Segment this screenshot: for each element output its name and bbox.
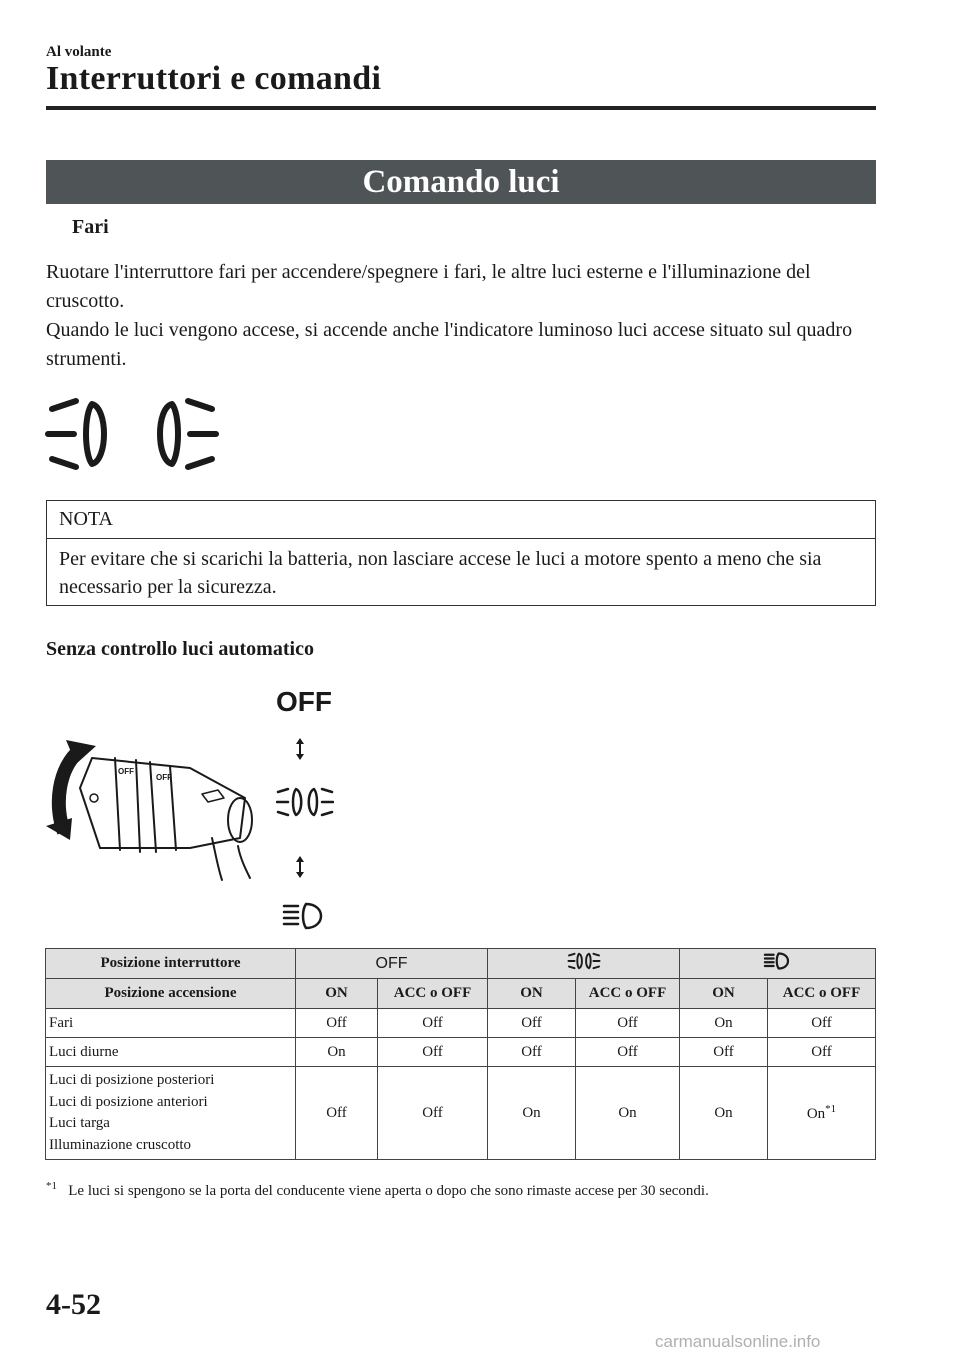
paragraph-1: Ruotare l'interruttore fari per accendere/spegnere i fari, le altre luci esterne e l'illuminazione del cruscotto. <box>46 261 811 312</box>
table-header-ignition: Posizione accensione <box>46 979 296 1009</box>
note-title: NOTA <box>59 508 113 530</box>
footnote <box>46 1180 876 1200</box>
table-cell: Off <box>768 1009 876 1038</box>
table-row-label: Fari <box>46 1009 296 1038</box>
table-cell: On <box>296 1038 378 1067</box>
table-cell: Off <box>378 1009 488 1038</box>
table-cell: On <box>488 1067 576 1160</box>
table-row <box>46 1009 876 1038</box>
subtitle-no-auto-lights: Senza controllo luci automatico <box>46 638 314 660</box>
table-cell: ACC o OFF <box>576 979 680 1009</box>
table-cell: Off <box>576 1038 680 1067</box>
table-cell: Off <box>296 1067 378 1160</box>
footnote-text: Le luci si spengono se la porta del conducente viene aperta o dopo che sono rimaste accese per 30 secondi. <box>68 1183 709 1199</box>
table-cell: ON <box>488 979 576 1009</box>
table-header-parking <box>488 949 680 979</box>
table-cell: Off <box>296 1009 378 1038</box>
footnote-ref: *1 <box>825 1103 837 1115</box>
row-label-line: Luci targa <box>49 1115 110 1131</box>
table-cell: Off <box>768 1038 876 1067</box>
table-cell: On <box>680 1067 768 1160</box>
table-header-headlights <box>680 949 876 979</box>
page-number: 4-52 <box>46 1288 101 1321</box>
table-row-label <box>46 1067 296 1160</box>
light-positions-table <box>45 948 876 1160</box>
lights-lever-diagram <box>40 728 270 888</box>
cell-value: On <box>806 1106 826 1122</box>
table-cell: Off <box>680 1038 768 1067</box>
note-header <box>47 501 875 539</box>
off-position-label: OFF <box>276 686 332 717</box>
table-row <box>46 1038 876 1067</box>
footnote-mark: *1 <box>46 1180 57 1192</box>
table-cell: ON <box>296 979 378 1009</box>
lever-off-label-1: OFF <box>118 767 134 776</box>
table-row <box>46 949 876 979</box>
table-cell: ACC o OFF <box>378 979 488 1009</box>
row-label-line: Luci di posizione posteriori <box>49 1072 215 1088</box>
section-banner: Comando luci <box>46 160 876 204</box>
table-cell: ON <box>680 979 768 1009</box>
table-cell: Off <box>488 1038 576 1067</box>
row-label-line: Illuminazione cruscotto <box>49 1136 192 1153</box>
row-label-line: Luci di posizione anteriori <box>49 1093 208 1110</box>
headlight-indicator-icon <box>44 394 220 474</box>
table-row <box>46 979 876 1009</box>
table-cell: On <box>576 1067 680 1160</box>
note-box <box>46 500 876 606</box>
section-title: Al volante <box>46 44 112 60</box>
table-row <box>46 1067 876 1160</box>
table-cell: Off <box>378 1038 488 1067</box>
table-header-off: OFF <box>296 949 488 979</box>
table-header-switch-position: Posizione interruttore <box>46 949 296 979</box>
lever-off-label-2: OFF <box>156 773 172 782</box>
parking-lights-icon <box>276 784 334 820</box>
table-cell: Off <box>378 1067 488 1160</box>
table-row-label: Luci diurne <box>46 1038 296 1067</box>
table-cell: Off <box>576 1009 680 1038</box>
double-arrow-icon <box>290 738 310 760</box>
double-arrow-icon <box>290 856 310 878</box>
table-cell: Off <box>488 1009 576 1038</box>
table-cell: ACC o OFF <box>768 979 876 1009</box>
table-cell <box>768 1067 876 1160</box>
header-rule <box>46 106 876 110</box>
headlight-icon <box>763 951 793 971</box>
note-text: Per evitare che si scarichi la batteria, non lasciare accese le luci a motore spento a meno che sia necessario per la sicurezza. <box>59 548 822 598</box>
table-cell: On <box>680 1009 768 1038</box>
paragraph-2: Quando le luci vengono accese, si accende anche l'indicatore luminoso luci accese situato sul quadro strumenti. <box>46 319 853 370</box>
subheading-fari: Fari <box>72 216 109 238</box>
watermark: carmanualsonline.info <box>655 1332 821 1351</box>
headlight-icon <box>282 900 328 932</box>
parking-lights-icon <box>565 951 603 971</box>
chapter-title: Interruttori e comandi <box>46 60 382 97</box>
